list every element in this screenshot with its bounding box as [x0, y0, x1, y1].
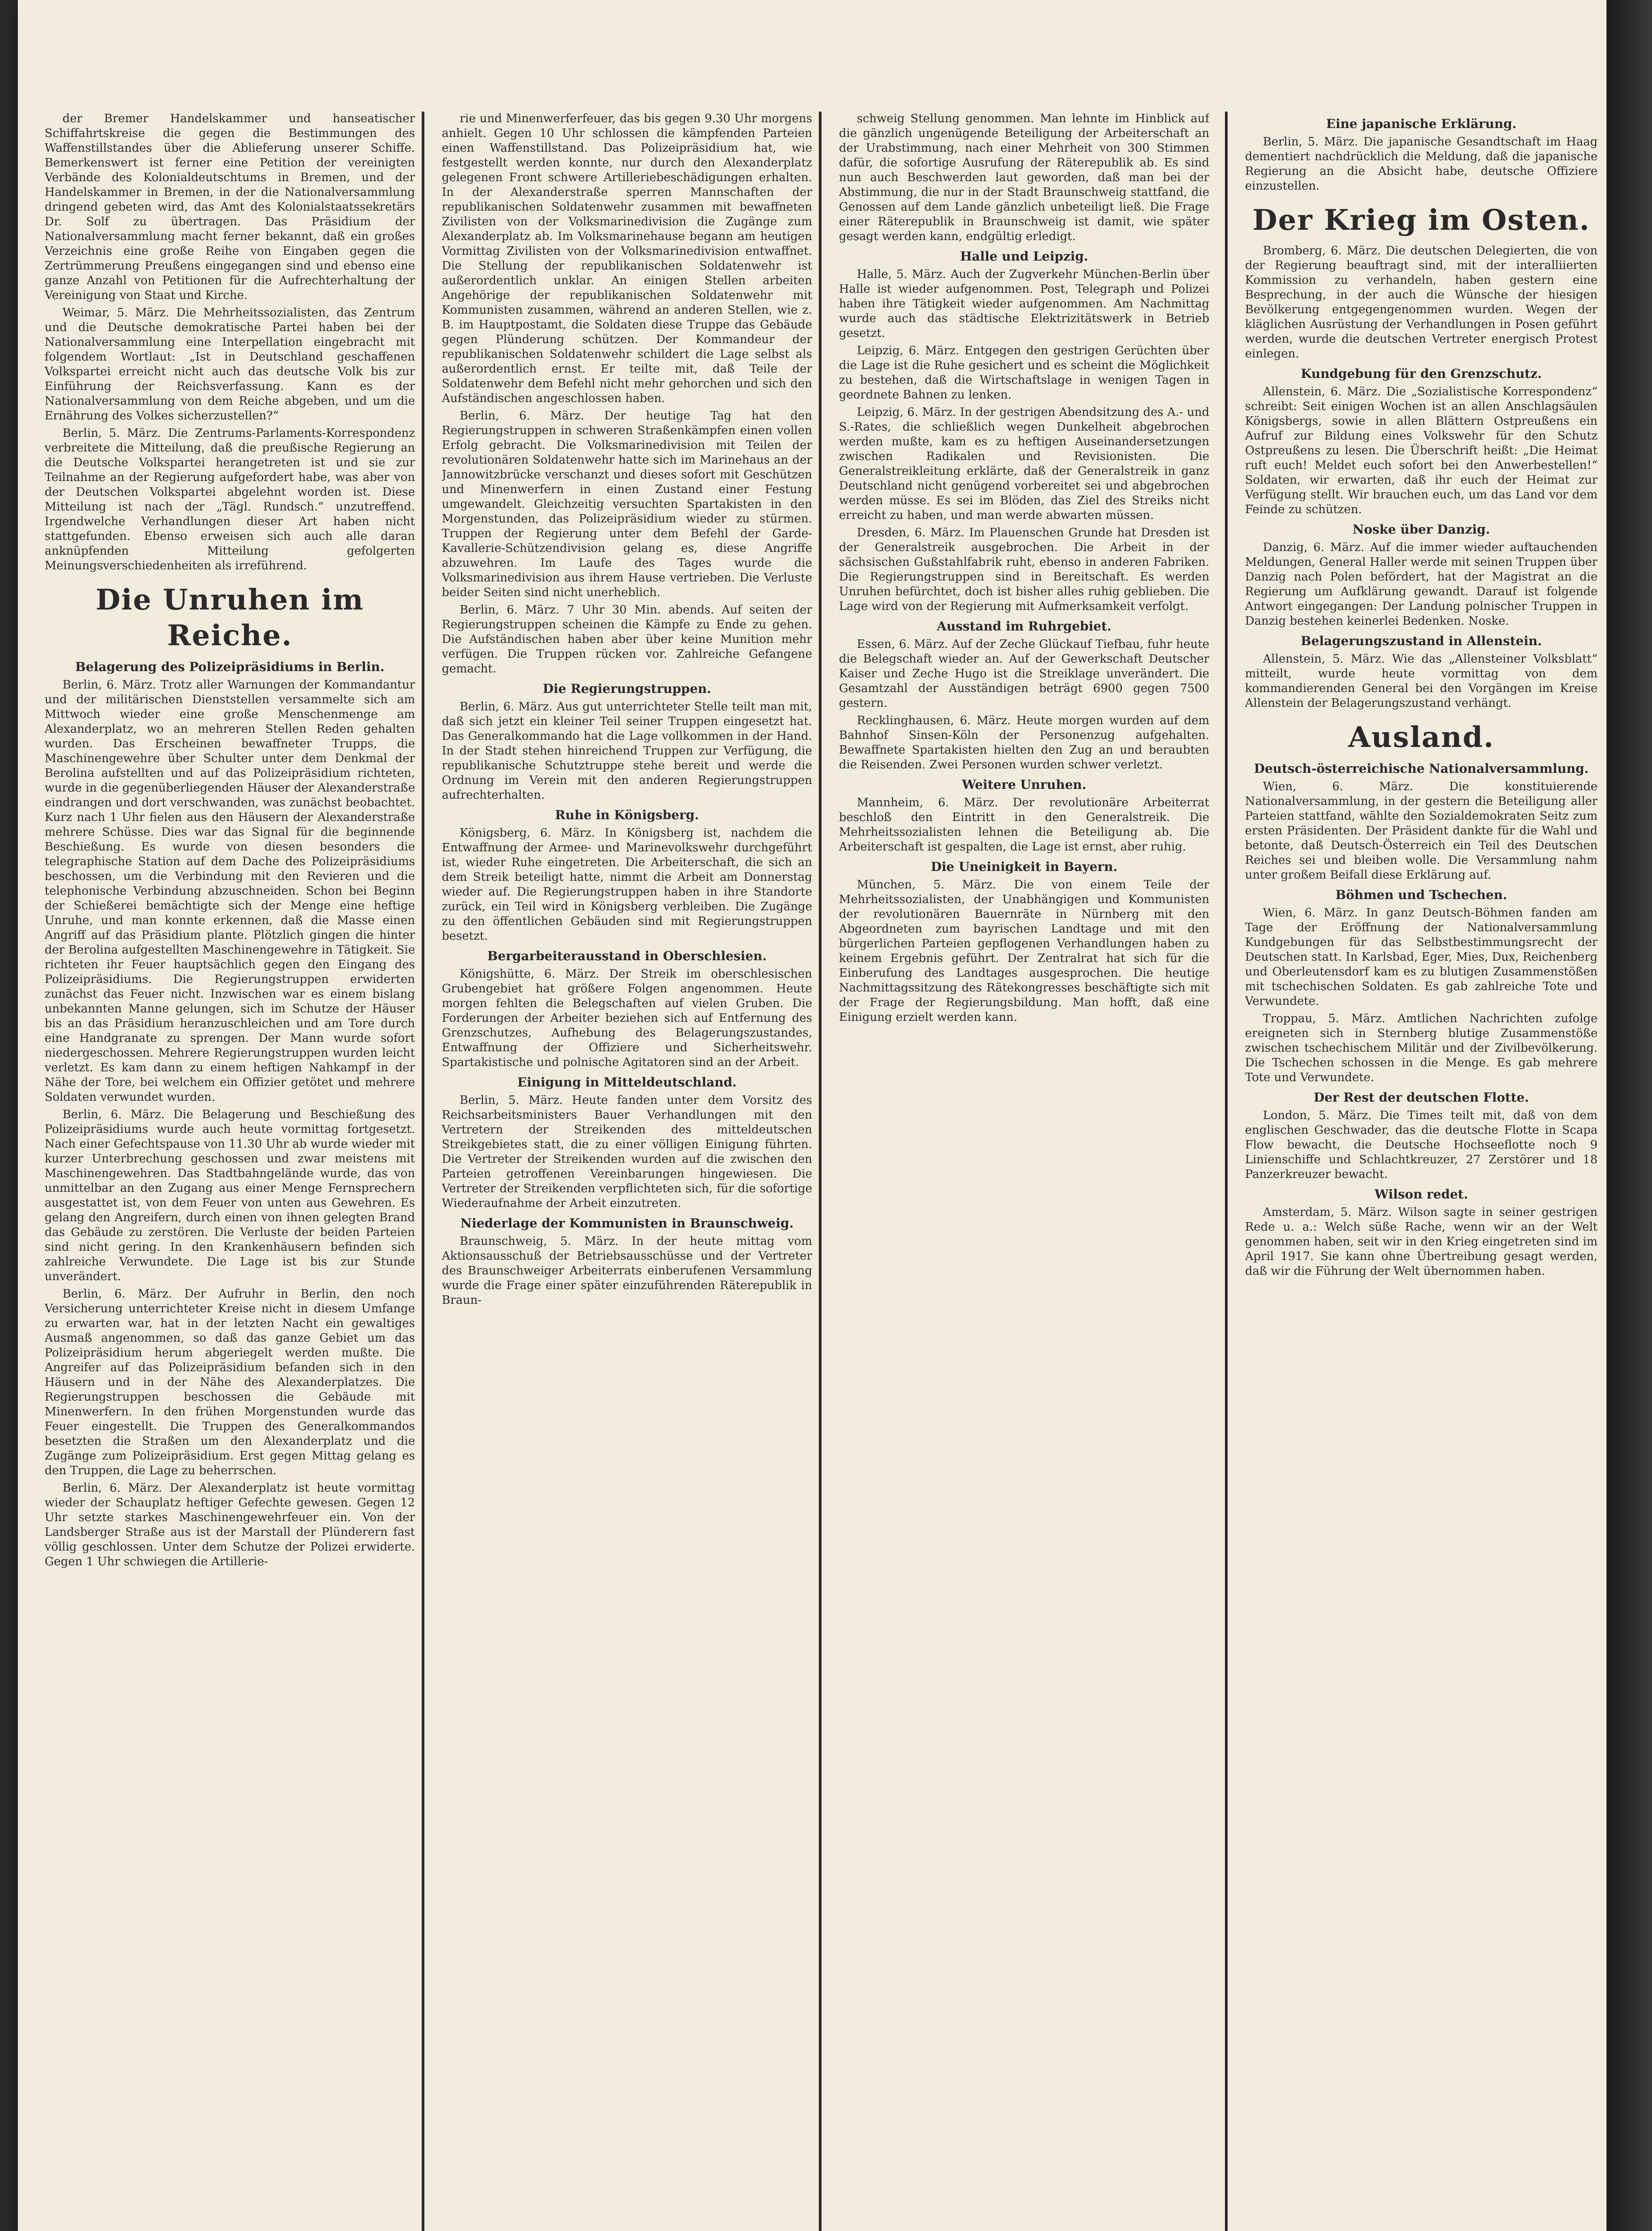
article-paragraph: Essen, 6. März. Auf der Zeche Glückauf Tiefbau, fuhr heute die Belegschaft wieder an. Auf der Gewerkschaft Deutscher Kaiser und Zeche Hugo ist die Streiklage unverändert. Die Gesamtzahl der Ausständigen beträgt 6900 gegen 7500 gestern. — [839, 638, 1209, 710]
subheading: Kundgebung für den Grenzschutz. — [1300, 366, 1542, 381]
article-paragraph: Recklinghausen, 6. März. Heute morgen wurden auf dem Bahnhof Sinsen-Köln der Personenzug aufgehalten. Bewaffnete Spartakisten hielten den Zug an und beraubten die Reisenden. Zwei Personen wurden schwer verletzt. — [839, 714, 1209, 771]
subheading: Böhmen und Tschechen. — [1335, 887, 1507, 902]
article-paragraph: Königsberg, 6. März. In Königsberg ist, nachdem die Entwaffnung der Armee- und Marinevolkswehr durchgeführt ist, wieder Ruhe eingetreten. Die Arbeiterschaft, die sich an dem Streik beteiligt hatte, nimmt die Arbeit am Donnerstag wieder auf. Die Regierungstruppen haben in ihre Standorte zurück, ein Teil wird in Königsberg verbleiben. Die Zugänge zu den öffentlichen Gebäuden sind mit Regierungstruppen besetzt. — [442, 826, 812, 943]
page-edge-shadow — [1606, 0, 1652, 2231]
subheading: Wilson redet. — [1374, 1187, 1468, 1202]
section-heading: Der Krieg im Osten. — [1252, 203, 1590, 237]
article-paragraph: Berlin, 6. März. Aus gut unterrichteter Stelle teilt man mit, daß sich jetzt ein kleiner Teil seiner Truppen eingesetzt hat. Das Generalkommando hat die Lage vollkommen in der Hand. In der Stadt stehen hinreichend Truppen zur Verfügung, die republikanische Schutztruppe stehe bereit und werde die Ordnung im Verein mit den anderen Regierungstruppen aufrechterhalten. — [442, 700, 812, 802]
subheading: Eine japanische Erklärung. — [1326, 116, 1517, 131]
article-paragraph: Berlin, 6. März. Der Alexanderplatz ist heute vormittag wieder der Schauplatz heftiger Gefechte gewesen. Gegen 12 Uhr setzte starkes Maschinengewehrfeuer ein. Von der Landsberger Straße aus ist der Marstall der Plünderern fast völlig geschlossen. Unter dem Schutze der Polizei erwiderte. Gegen 1 Uhr schwiegen die Artillerie- — [45, 1481, 415, 1568]
article-paragraph: Berlin, 6. März. Der heutige Tag hat den Regierungstruppen in schweren Straßenkämpfen einen vollen Erfolg gebracht. Die Volksmarinedivision mit Teilen der revolutionären Soldatenwehr hatte sich im Marinehaus an der Jannowitzbrücke verschanzt und dieses sofort mit Geschützen und Minenwerfern in einen Zustand einer Festung umgewandelt. Gleichzeitig versuchten Spartakisten in den Morgenstunden, das Polizeipräsidium wieder zu stürmen. Truppen der Regierung unter dem Befehl der Garde-Kavallerie-Schützendivision gelang es, diese Angriffe abzuwehren. Im Laufe des Tages wurde die Volksmarinedivision aus ihrem Hause vertrieben. Die Verluste beider Seiten sind nicht unerheblich. — [442, 409, 812, 599]
article-paragraph: Berlin, 5. März. Die japanische Gesandtschaft im Haag dementiert nachdrücklich die Meldung, daß die japanische Regierung an die Absicht habe, deutsche Offiziere einzustellen. — [1245, 135, 1598, 193]
newspaper-page — [18, 0, 1606, 2231]
section-heading: Ausland. — [1348, 721, 1494, 754]
subheading: Einigung in Mitteldeutschland. — [517, 1075, 737, 1090]
article-paragraph: München, 5. März. Die von einem Teile der Mehrheitssozialisten, der Unabhängigen und Kommunisten der revolutionären Bauernräte in Nürnberg mit den Abgeordneten zum bayrischen Landtage und mit den bürgerlichen Parteien gepflogenen Verhandlungen haben zu keinem Ergebnis geführt. Der Zentralrat hat sich für die Einberufung des Landtages ausgesprochen. Die heutige Nachmittagssitzung des Rätekongresses beschäftigte sich mit der Frage der Regierungsbildung. Man hofft, daß eine Einigung erzielt werden kann. — [839, 878, 1209, 1024]
article-paragraph: der Bremer Handelskammer und hanseatischer Schiffahrtskreise die gegen die Bestimmungen des Waffenstillstandes über die Ablieferung unserer Schiffe. Bemerkenswert ist ferner eine Petition der vereinigten Verbände des Kolonialdeutschtums in Bremen, und der Handelskammer in Bremen, in der die Nationalversammlung dringend gebeten wird, das Amt des Kolonialstaatssekretärs Dr. Solf zu übertragen. Das Präsidium der Nationalversammlung macht ferner bekannt, daß ein großes Verzeichnis eine große Reihe von Eingaben gegen die Zertrümmerung Preußens eingegangen sind und ebenso eine ganze Anzahl von Petitionen für die Aufrechterhaltung der Vereinigung von Staat und Kirche. — [45, 112, 415, 302]
subheading: Die Regierungstruppen. — [543, 681, 711, 696]
article-paragraph: Berlin, 6. März. Trotz aller Warnungen der Kommandantur und der militärischen Dienststellen versammelte sich am Mittwoch wieder eine große Menschenmenge am Alexanderplatz, wo an mehreren Stellen Reden gehalten wurden. Das Erscheinen bewaffneter Trupps, die Maschinengewehre über Schulter unter dem Denkmal der Berolina aufstellten und auf das Polizeipräsidium richteten, wurde in die gegenüberliegenden Häuser der Alexanderstraße eindrangen und dort verschwanden, was zunächst beobachtet. Kurz nach 1 Uhr fielen aus den Häusern der Alexanderstraße mehrere Schüsse. Dies war das Signal für die beginnende Beschießung. Es wurde von diesen besonders die telegraphische Station auf dem Dache des Polizeipräsidiums beschossen, um die Verbindung mit den Revieren und die telephonische Verbindung abzuschneiden. Schon bei Beginn der Schießerei bemächtigte sich der Menge eine heftige Unruhe, und man konnte erkennen, daß die Masse einen Angriff auf das Präsidium plante. Plötzlich gingen die hinter der Berolina aufgestellten Maschinengewehre in Tätigkeit. Sie richteten ihr Feuer hauptsächlich gegen den Eingang des Polizeipräsidiums. Die Regierungstruppen erwiderten zunächst das Feuer nicht. Inzwischen war es einem bislang unbekannten Manne gelungen, sich im Schutze der Häuser bis an das Präsidium heranzuschleichen und am Tore durch eine Handgranate zu sprengen. Der Mann wurde sofort niedergeschossen. Mehrere Regierungstruppen wurden leicht verletzt. Es kam dann zu einem heftigen Nahkampf in der Nähe der Tore, bei welchem ein Offizier getötet und mehrere Soldaten verwundet wurden. — [45, 678, 415, 1104]
article-paragraph: London, 5. März. Die Times teilt mit, daß von dem englischen Geschwader, das die deutsche Flotte in Scapa Flow bewacht, die Deutsche Hochseeflotte noch 9 Linienschiffe und Schlachtkreuzer, 27 Zerstörer und 18 Panzerkreuzer bewacht. — [1245, 1109, 1598, 1181]
article-paragraph: Amsterdam, 5. März. Wilson sagte in seiner gestrigen Rede u. a.: Welch süße Rache, wenn wir an der Welt genommen haben, seit wir in den Krieg eingetreten sind im April 1917. Sie kann ohne Übertreibung gesagt werden, daß wir die Führung der Welt übernommen haben. — [1245, 1206, 1598, 1278]
article-paragraph: Berlin, 6. März. Der Aufruhr in Berlin, den noch Versicherung unterrichteter Kreise nicht in diesem Umfange zu erwarten war, hat in der letzten Nacht ein gewaltiges Ausmaß angenommen, so daß das ganze Gebiet um das Polizeipräsidium herum abgeriegelt werden mußte. Die Angreifer auf das Polizeipräsidium befanden sich in den Häusern und in der Nähe des Alexanderplatzes. Die Regierungstruppen beschossen die Gebäude mit Minenwerfern. In den frühen Morgenstunden wurde das Feuer eingestellt. Die Truppen des Generalkommandos besetzten die Straßen um den Alexanderplatz und die Zugänge zum Polizeipräsidium. Erst gegen Mittag gelang es den Truppen, die Lage zu beherrschen. — [45, 1287, 415, 1477]
subheading: Deutsch-österreichische Nationalversammlung. — [1254, 761, 1589, 776]
article-paragraph: Allenstein, 6. März. Die „Sozialistische Korrespondenz“ schreibt: Seit einigen Wochen ist an allen Anschlagsäulen Königsbergs, sowie in allen Blättern Ostpreußens ein Aufruf zur Bildung eines Volkswehr für den Schutz Ostpreußens zu lesen. Die Überschrift heißt: „Die Heimat ruft euch! Meldet euch sofort bei den Anwerbestellen!“ Soldaten, wir erwarten, daß ihr euch der Heimat zur Verfügung stellt. Wir brauchen euch, um das Land vor dem Feinde zu schützen. — [1245, 385, 1598, 516]
article-paragraph: Mannheim, 6. März. Der revolutionäre Arbeiterrat beschloß den Eintritt in den Generalstreik. Die Mehrheitssozialisten lehnen die Beteiligung ab. Die Arbeiterschaft ist gespalten, die Lage ist ernst, aber ruhig. — [839, 796, 1209, 854]
subheading: Ruhe in Königsberg. — [555, 808, 699, 822]
column-1 — [45, 112, 415, 1572]
article-paragraph: Leipzig, 6. März. Entgegen den gestrigen Gerüchten über die Lage ist die Ruhe gesichert und es scheint die Möglichkeit zu bestehen, daß die Wirtschaftslage in wenigen Tagen in geordnete Bahnen zu lenken. — [839, 344, 1209, 402]
article-paragraph: Braunschweig, 5. März. In der heute mittag vom Aktionsausschuß der Betriebsausschüsse und der Vertreter des Braunschweiger Arbeiterrats einberufenen Versammlung wurde die Frage einer später einzuführenden Räterepublik in Braun- — [442, 1235, 812, 1307]
article-paragraph: Halle, 5. März. Auch der Zugverkehr München-Berlin über Halle ist wieder aufgenommen. Post, Telegraph und Polizei haben ihre Tätigkeit wieder aufgenommen. Am Nachmittag wurde auch das städtische Elektrizitätswerk in Betrieb gesetzt. — [839, 268, 1209, 340]
article-paragraph: Wien, 6. März. In ganz Deutsch-Böhmen fanden am Tage der Eröffnung der Nationalversammlung Kundgebungen für das Selbstbestimmungsrecht der Deutschen statt. In Karlsbad, Eger, Mies, Dux, Reichenberg und Oberleutensdorf kam es zu blutigen Zusammenstößen mit tschechischen Soldaten. Es gab zahlreiche Tote und Verwundete. — [1245, 906, 1598, 1008]
article-paragraph: Berlin, 5. März. Heute fanden unter dem Vorsitz des Reichsarbeitsministers Bauer Verhandlungen mit den Vertretern der Streikenden des mitteldeutschen Streikgebietes statt, die zu einer völligen Einigung führten. Die Vertreter der Streikenden wurden auf die zwischen den Parteien getroffenen Vereinbarungen hingewiesen. Die Vertreter der Streikenden verpflichteten sich, für die sofortige Wiederaufnahme der Arbeit einzutreten. — [442, 1094, 812, 1210]
article-paragraph: schweig Stellung genommen. Man lehnte im Hinblick auf die gänzlich ungenügende Beteiligung der Arbeiterschaft an der Urabstimmung, nach einer Mehrheit von 300 Stimmen dafür, die sofortige Ausrufung der Räterepublik ab. Es sind nun auch Beschwerden laut geworden, daß man bei der Abstimmung, die nur in der Stadt Braunschweig stattfand, die Genossen auf dem Lande gänzlich unbeteiligt ließ. Die Frage einer Räterepublik in Braunschweig ist damit, wie später gesagt werden kann, endgültig erledigt. — [839, 112, 1209, 243]
subheading: Niederlage der Kommunisten in Braunschweig. — [460, 1216, 794, 1231]
subheading: Belagerung des Polizeipräsidiums in Berlin. — [75, 659, 385, 674]
article-paragraph: Weimar, 5. März. Die Mehrheitssozialisten, das Zentrum und die Deutsche demokratische Partei haben bei der Nationalversammlung eine Interpellation eingebracht mit folgendem Wortlaut: „Ist in Deutschland geschaffenen Volkspartei erreicht nicht auch das deutsche Volk bis zur Einführung der Reichsverfassung. Kann es der Nationalversammlung von dem Reiche abgeben, und um die Ernährung des Volkes sicherzustellen?“ — [45, 306, 415, 423]
article-paragraph: Berlin, 6. März. 7 Uhr 30 Min. abends. Auf seiten der Regierungstruppen scheinen die Kämpfe zu Ende zu gehen. Die Aufständischen haben aber über keine Munition mehr verfügen. Die Truppen rücken vor. Zahlreiche Gefangene gemacht. — [442, 603, 812, 676]
subheading: Weitere Unruhen. — [962, 777, 1087, 792]
subheading: Noske über Danzig. — [1353, 522, 1490, 537]
section-heading: Die Unruhen im Reiche. — [95, 583, 364, 652]
article-paragraph: Danzig, 6. März. Auf die immer wieder auftauchenden Meldungen, General Haller werde mit seinen Truppen über Danzig nach Polen befördert, hat der Magistrat an die Regierung um Aufklärung gewandt. Darauf ist folgende Antwort eingegangen: Der Landung polnischer Truppen in Danzig bestehen keinerlei Bedenken. Noske. — [1245, 541, 1598, 628]
subheading: Die Uneinigkeit in Bayern. — [930, 859, 1118, 874]
column-4 — [1245, 112, 1598, 1281]
column-2 — [442, 112, 812, 1310]
subheading: Ausstand im Ruhrgebiet. — [937, 619, 1112, 634]
column-rule — [1225, 112, 1228, 2231]
article-paragraph: Dresden, 6. März. Im Plauenschen Grunde hat Dresden ist der Generalstreik ausgebrochen. Die Arbeit in der sächsischen Gußstahlfabrik ruht, ebenso in anderen Fabriken. Die Regierungstruppen sind in Bereitschaft. Es werden Unruhen befürchtet, doch ist bisher alles ruhig geblieben. Die Lage wird von der Regierung mit Aufmerksamkeit verfolgt. — [839, 526, 1209, 613]
column-rule — [819, 112, 822, 2231]
subheading: Bergarbeiterausstand in Oberschlesien. — [487, 949, 767, 963]
article-paragraph: Allenstein, 5. März. Wie das „Allensteiner Volksblatt“ mitteilt, wurde heute vormittag von dem kommandierenden General bei den Vorgängen im Kreise Allenstein der Belagerungszustand verhängt. — [1245, 652, 1598, 710]
article-paragraph: Königshütte, 6. März. Der Streik im oberschlesischen Grubengebiet hat größere Folgen angenommen. Heute morgen fehlten die Belegschaften auf vielen Gruben. Die Forderungen der Arbeiter beziehen sich auf Entfernung des Grenzschutzes, Aufhebung des Belagerungszustandes, Entwaffnung der Offiziere und Sicherheitswehr. Spartakistische und polnische Agitatoren sind an der Arbeit. — [442, 967, 812, 1069]
article-paragraph: Leipzig, 6. März. In der gestrigen Abendsitzung des A.- und S.-Rates, die schließlich wegen Dunkelheit abgebrochen werden mußte, kam es zu heftigen Auseinandersetzungen zwischen Radikalen und Revisionisten. Die Generalstreikleitung erklärte, daß der Generalstreik in ganz Deutschland nicht genügend vorbereitet sei und abgebrochen werden müsse. Es sei im Blöden, das Ziel des Streiks nicht erreicht zu haben, und man werde abwarten müssen. — [839, 406, 1209, 522]
column-3 — [839, 112, 1209, 2231]
article-paragraph: Berlin, 5. März. Die Zentrums-Parlaments-Korrespondenz verbreitete die Mitteilung, daß die preußische Regierung an die Deutsche Volkspartei herangetreten ist und sie zur Teilnahme an der Regierung aufgefordert habe, was aber von der Deutschen Volkspartei abgelehnt worden ist. Diese Mitteilung ist nach der „Tägl. Rundsch.“ unzutreffend. Irgendwelche Verhandlungen dieser Art haben nicht stattgefunden. Ebenso erweisen sich auch alle daran anknüpfenden Mitteilung gefolgerten Meinungsverschiedenheiten als irreführend. — [45, 427, 415, 572]
article-paragraph: rie und Minenwerferfeuer, das bis gegen 9.30 Uhr morgens anhielt. Gegen 10 Uhr schlossen die kämpfenden Parteien einen Waffenstillstand. Das Polizeipräsidium hat, wie festgestellt werden konnte, nur durch den Alexanderplatz gelegenen Front schwere Artilleriebeschädigungen erhalten. In der Alexanderstraße sperren Mannschaften der republikanischen Soldatenwehr zusammen mit bewaffneten Zivilisten von der Volksmarinedivision die Zugänge zum Alexanderplatz ab. Im Volksmarinehause begann am heutigen Vormittag Zivilisten von der Volksmarinedivision entwaffnet. Die Stellung der republikanischen Soldatenwehr ist außerordentlich unklar. An einigen Stellen arbeiten Angehörige der republikanischen Soldatenwehr mit Kommunisten zusammen, während an anderen Stellen, wie z. B. im Hauptpostamt, die Soldaten diese Truppe das Gebäude gegen Plünderung schützen. Der Kommandeur der republikanischen Soldatenwehr schildert die Lage selbst als außerordentlich ernst. Er teilte mit, daß Teile der Soldatenwehr dem Befehl nicht mehr gehorchen und sich den Aufständischen angeschlossen haben. — [442, 112, 812, 405]
subheading: Belagerungszustand in Allenstein. — [1300, 634, 1542, 648]
article-paragraph: Bromberg, 6. März. Die deutschen Delegierten, die von der Regierung beauftragt sind, mit der interalliierten Kommission zu verhandeln, haben gestern eine Besprechung, in der auch die Wünsche der hiesigen Bevölkerung entgegengenommen wurden. Wegen der kläglichen Ausrüstung der Verhandlungen in Posen geführt werden, wurde die deutschen Vertreter energisch Protest einlegen. — [1245, 244, 1598, 361]
article-paragraph: Berlin, 6. März. Die Belagerung und Beschießung des Polizeipräsidiums wurde auch heute vormittag fortgesetzt. Nach einer Gefechtspause von 11.30 Uhr ab wurde wieder mit kurzer Unterbrechung geschossen und zwar meistens mit Maschinengewehren. Das Stadtbahngelände wurde, das von unmittelbar an den Zugang aus einer Menge Fernsprechern ausgestattet ist, von dem Feuer von unten aus Gewehren. Es gelang den Angreifern, durch einen von ihnen gelegten Brand das Gebäude zu zerstören. Die Verluste der beiden Parteien sind nicht gering. In den Krankenhäusern befinden sich zahlreiche Verwundete. Die Lage ist bis zur Stunde unverändert. — [45, 1108, 415, 1283]
subheading: Halle und Leipzig. — [960, 249, 1088, 264]
subheading: Der Rest der deutschen Flotte. — [1313, 1090, 1529, 1105]
article-paragraph: Troppau, 5. März. Amtlichen Nachrichten zufolge ereigneten sich in Sternberg blutige Zusammenstöße zwischen tschechischem Militär und der Zivilbevölkerung. Die Tschechen schossen in die Menge. Es gab mehrere Tote und Verwundete. — [1245, 1012, 1598, 1084]
column-rule — [422, 112, 424, 2231]
article-paragraph: Wien, 6. März. Die konstituierende Nationalversammlung, in der gestern die Beteiligung aller Parteien stattfand, wählte den Sozialdemokraten Seitz zum ersten Präsidenten. Der Präsident dankte für die Wahl und betonte, daß Deutsch-Österreich ein Teil des Deutschen Reiches sei und bleiben wolle. Die Versammlung nahm unter großem Beifall diese Erklärung auf. — [1245, 780, 1598, 882]
